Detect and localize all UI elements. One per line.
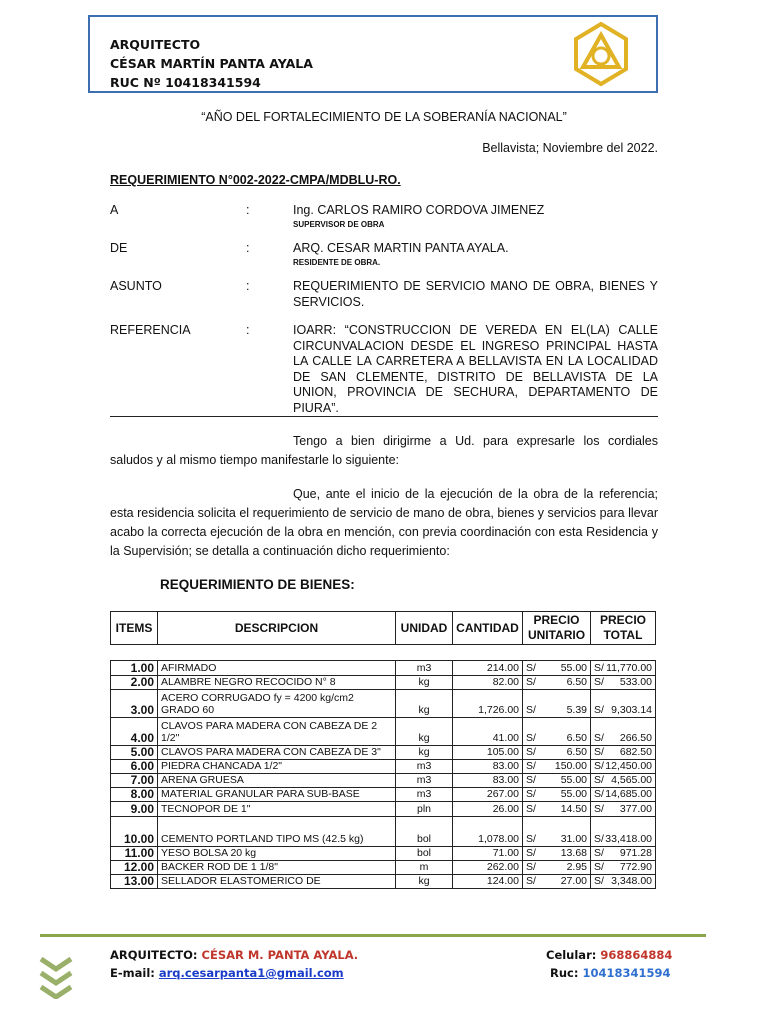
currency-symbol: S/ — [594, 788, 604, 800]
chevron-down-icon — [38, 955, 74, 999]
field-value — [293, 203, 658, 230]
currency-symbol: S/ — [526, 861, 536, 873]
letterhead-ruc: RUC Nº 10418341594 — [110, 75, 261, 90]
table-header-row — [111, 612, 656, 645]
currency-symbol: S/ — [594, 875, 604, 887]
cell-quantity: 105.00 — [453, 746, 523, 760]
year-title: “AÑO DEL FORTALECIMIENTO DE LA SOBERANÍA NACIONAL” — [201, 110, 567, 124]
cell-total-price — [591, 861, 656, 875]
cell-unit-price — [523, 760, 591, 774]
letterhead-box — [88, 15, 658, 93]
table-row — [111, 788, 656, 802]
field-value-text: Ing. CARLOS RAMIRO CORDOVA JIMENEZ — [293, 203, 545, 217]
currency-symbol: S/ — [594, 746, 604, 758]
items-table-body — [110, 660, 656, 889]
cell-item: 11.00 — [111, 847, 158, 861]
cell-quantity: 267.00 — [453, 788, 523, 802]
cell-unit: m3 — [396, 760, 453, 774]
cell-unit-price-value: 27.00 — [560, 875, 587, 887]
field-label: REFERENCIA — [110, 323, 191, 337]
field-subtitle: RESIDENTE DE OBRA. — [293, 257, 381, 267]
footer-architect-label: ARQUITECTO: — [110, 948, 198, 962]
header-description: DESCRIPCION — [158, 612, 396, 645]
cell-quantity: 71.00 — [453, 847, 523, 861]
currency-symbol: S/ — [526, 847, 536, 859]
field-label: A — [110, 203, 119, 217]
cell-quantity: 1,078.00 — [453, 817, 523, 847]
currency-symbol: S/ — [594, 774, 604, 786]
cell-unit-price-value: 55.00 — [560, 774, 587, 786]
cell-description: YESO BOLSA 20 kg — [158, 847, 396, 861]
cell-item: 12.00 — [111, 861, 158, 875]
footer-email — [110, 966, 344, 980]
footer-email-label: E-mail: — [110, 966, 155, 980]
cell-unit-price — [523, 817, 591, 847]
cell-total-price-value: 377.00 — [619, 803, 652, 815]
currency-symbol: S/ — [526, 676, 536, 688]
currency-symbol: S/ — [526, 662, 536, 674]
cell-unit: bol — [396, 817, 453, 847]
cell-total-price — [591, 817, 656, 847]
date-place: Bellavista; Noviembre del 2022. — [482, 141, 658, 155]
footer-architect — [110, 948, 358, 962]
cell-item: 2.00 — [111, 676, 158, 690]
footer-divider — [40, 934, 706, 937]
table-row — [111, 861, 656, 875]
table-row — [111, 690, 656, 718]
cell-total-price — [591, 661, 656, 676]
cell-unit-price — [523, 847, 591, 861]
cell-unit: pln — [396, 802, 453, 817]
cell-unit: kg — [396, 746, 453, 760]
cell-total-price — [591, 875, 656, 889]
table-row — [111, 774, 656, 788]
field-value: IOARR: “CONSTRUCCION DE VEREDA EN EL(LA) CALLE CIRCUNVALACION DESDE EL INGRESO PRINCIPAL HASTA LA CALLE LA CARRETERA A BELLAVISTA EN LA LOCALIDAD DE SAN CLEMENTE, DISTRITO DE BELLAVISTA DE LA UNION, PROVINCIA DE SECHURA, DEPARTAMENTO DE PIURA”. — [293, 323, 658, 415]
cell-description: ACERO CORRUGADO fy = 4200 kg/cm2 GRADO 60 — [158, 690, 396, 718]
cell-unit-price-value: 55.00 — [560, 662, 587, 674]
field-colon: : — [246, 203, 250, 217]
cell-quantity: 26.00 — [453, 802, 523, 817]
cell-total-price — [591, 746, 656, 760]
currency-symbol: S/ — [526, 875, 536, 887]
currency-symbol: S/ — [594, 704, 604, 716]
cell-item: 13.00 — [111, 875, 158, 889]
cell-unit-price-value: 5.39 — [566, 704, 587, 716]
cell-total-price-value: 533.00 — [619, 676, 652, 688]
cell-unit-price — [523, 861, 591, 875]
field-value — [293, 241, 658, 268]
cell-unit-price-value: 31.00 — [560, 833, 587, 845]
field-colon: : — [246, 241, 250, 255]
cell-unit: kg — [396, 875, 453, 889]
cell-total-price-value: 4,565.00 — [611, 774, 652, 786]
cell-total-price — [591, 760, 656, 774]
cell-total-price-value: 3,348.00 — [611, 875, 652, 887]
paragraph-request: Que, ante el inicio de la ejecución de la obra de la referencia; esta residencia solicita el requerimiento de servicio de mano de obra, bienes y servicios para llevar acabo la correcta ejecución de la obra en mención, con previa coordinación con esta Residencia y la Supervisión; se detalla a continuación dicho requerimiento: — [110, 487, 658, 558]
cell-quantity: 82.00 — [453, 676, 523, 690]
requirement-title: REQUERIMIENTO N°002-2022-CMPA/MDBLU-RO. — [110, 173, 401, 187]
cell-quantity: 124.00 — [453, 875, 523, 889]
header-unit-price: PRECIO UNITARIO — [523, 612, 591, 645]
cell-total-price — [591, 690, 656, 718]
cell-quantity: 214.00 — [453, 661, 523, 676]
email-link[interactable]: arq.cesarpanta1@gmail.com — [158, 966, 344, 980]
cell-total-price-value: 11,770.00 — [606, 662, 652, 674]
cell-unit-price — [523, 875, 591, 889]
field-value-text: ARQ. CESAR MARTIN PANTA AYALA. — [293, 241, 509, 255]
cell-description: MATERIAL GRANULAR PARA SUB-BASE — [158, 788, 396, 802]
currency-symbol: S/ — [594, 861, 604, 873]
field-label: ASUNTO — [110, 279, 162, 293]
cell-unit: m3 — [396, 788, 453, 802]
currency-symbol: S/ — [526, 803, 536, 815]
table-row — [111, 875, 656, 889]
currency-symbol: S/ — [526, 788, 536, 800]
cell-description: BACKER ROD DE 1 1/8" — [158, 861, 396, 875]
currency-symbol: S/ — [594, 833, 604, 845]
table-row — [111, 760, 656, 774]
cell-unit: m — [396, 861, 453, 875]
cell-description: AFIRMADO — [158, 661, 396, 676]
currency-symbol: S/ — [526, 774, 536, 786]
cell-unit-price — [523, 718, 591, 746]
footer-ruc — [550, 966, 671, 980]
cell-total-price-value: 9,303.14 — [611, 704, 652, 716]
cell-unit-price-value: 55.00 — [560, 788, 587, 800]
cell-unit-price-value: 150.00 — [554, 760, 587, 772]
cell-total-price-value: 12,450.00 — [605, 760, 652, 772]
table-row — [111, 847, 656, 861]
cell-unit-price — [523, 676, 591, 690]
cell-quantity: 41.00 — [453, 718, 523, 746]
header-total-price: PRECIO TOTAL — [591, 612, 656, 645]
cell-quantity: 262.00 — [453, 861, 523, 875]
cell-unit-price — [523, 661, 591, 676]
currency-symbol: S/ — [526, 760, 536, 772]
section-title: REQUERIMIENTO DE BIENES: — [160, 577, 355, 592]
field-colon: : — [246, 279, 250, 293]
cell-item: 3.00 — [111, 690, 158, 718]
cell-description: SELLADOR ELASTOMERICO DE — [158, 875, 396, 889]
cell-unit: m3 — [396, 661, 453, 676]
currency-symbol: S/ — [594, 803, 604, 815]
table-row — [111, 661, 656, 676]
cell-total-price-value: 33,418.00 — [605, 833, 652, 845]
cell-unit-price — [523, 788, 591, 802]
field-colon: : — [246, 323, 250, 337]
table-row — [111, 802, 656, 817]
cell-total-price — [591, 676, 656, 690]
cell-item: 5.00 — [111, 746, 158, 760]
cell-unit: kg — [396, 690, 453, 718]
cell-quantity: 83.00 — [453, 774, 523, 788]
cell-total-price — [591, 802, 656, 817]
cell-unit-price-value: 6.50 — [566, 746, 587, 758]
currency-symbol: S/ — [594, 760, 604, 772]
architect-logo-icon — [568, 21, 634, 87]
currency-symbol: S/ — [594, 847, 604, 859]
cell-unit-price-value: 6.50 — [566, 732, 587, 744]
currency-symbol: S/ — [526, 732, 536, 744]
header-unit: UNIDAD — [396, 612, 453, 645]
cell-description: CLAVOS PARA MADERA CON CABEZA DE 3" — [158, 746, 396, 760]
cell-unit-price-value: 6.50 — [566, 676, 587, 688]
header-items: ITEMS — [111, 612, 158, 645]
cell-unit-price-value: 14.50 — [560, 803, 587, 815]
letterhead-name: CÉSAR MARTÍN PANTA AYALA — [110, 56, 313, 71]
currency-symbol: S/ — [526, 704, 536, 716]
footer-phone-number: 968864884 — [600, 948, 673, 962]
cell-item: 7.00 — [111, 774, 158, 788]
cell-unit-price-value: 13.68 — [560, 847, 587, 859]
letterhead-title: ARQUITECTO — [110, 37, 201, 52]
cell-description: CLAVOS PARA MADERA CON CABEZA DE 2 1/2" — [158, 718, 396, 746]
cell-item: 1.00 — [111, 661, 158, 676]
cell-unit-price — [523, 690, 591, 718]
cell-unit-price-value: 2.95 — [566, 861, 587, 873]
table-row — [111, 718, 656, 746]
section-divider — [110, 416, 658, 417]
cell-item: 6.00 — [111, 760, 158, 774]
cell-description: TECNOPOR DE 1" — [158, 802, 396, 817]
currency-symbol: S/ — [594, 676, 604, 688]
field-label: DE — [110, 241, 128, 255]
header-quantity: CANTIDAD — [453, 612, 523, 645]
paragraph-greeting: Tengo a bien dirigirme a Ud. para expresarle los cordiales saludos y al mismo tiempo manifestarle lo siguiente: — [110, 434, 658, 467]
cell-unit-price — [523, 746, 591, 760]
table-row — [111, 676, 656, 690]
cell-total-price — [591, 788, 656, 802]
footer-phone — [546, 948, 672, 962]
cell-total-price — [591, 718, 656, 746]
cell-total-price-value: 971.28 — [619, 847, 652, 859]
cell-total-price-value: 14,685.00 — [605, 788, 652, 800]
cell-item: 8.00 — [111, 788, 158, 802]
cell-quantity: 83.00 — [453, 760, 523, 774]
cell-unit-price — [523, 802, 591, 817]
cell-total-price-value: 682.50 — [619, 746, 652, 758]
cell-item: 10.00 — [111, 817, 158, 847]
cell-total-price — [591, 847, 656, 861]
cell-description: PIEDRA CHANCADA 1/2" — [158, 760, 396, 774]
cell-description: CEMENTO PORTLAND TIPO MS (42.5 kg) — [158, 817, 396, 847]
cell-unit: kg — [396, 718, 453, 746]
cell-total-price-value: 772.90 — [619, 861, 652, 873]
cell-quantity: 1,726.00 — [453, 690, 523, 718]
footer-ruc-label: Ruc: — [550, 966, 579, 980]
cell-total-price — [591, 774, 656, 788]
footer-architect-name: CÉSAR M. PANTA AYALA. — [201, 948, 359, 962]
cell-total-price-value: 266.50 — [619, 732, 652, 744]
items-table-header — [110, 611, 656, 645]
footer-ruc-number: 10418341594 — [582, 966, 671, 980]
currency-symbol: S/ — [594, 732, 604, 744]
cell-unit-price — [523, 774, 591, 788]
cell-unit: bol — [396, 847, 453, 861]
cell-item: 4.00 — [111, 718, 158, 746]
table-row — [111, 746, 656, 760]
currency-symbol: S/ — [594, 662, 604, 674]
field-subtitle: SUPERVISOR DE OBRA — [293, 219, 385, 229]
currency-symbol: S/ — [526, 746, 536, 758]
cell-description: ALAMBRE NEGRO RECOCIDO N° 8 — [158, 676, 396, 690]
letterhead-text — [110, 35, 313, 92]
field-value: REQUERIMIENTO DE SERVICIO MANO DE OBRA, BIENES Y SERVICIOS. — [293, 279, 658, 309]
cell-item: 9.00 — [111, 802, 158, 817]
currency-symbol: S/ — [526, 833, 536, 845]
cell-description: ARENA GRUESA — [158, 774, 396, 788]
footer-phone-label: Celular: — [546, 948, 597, 962]
cell-unit: m3 — [396, 774, 453, 788]
table-row — [111, 817, 656, 847]
cell-unit: kg — [396, 676, 453, 690]
